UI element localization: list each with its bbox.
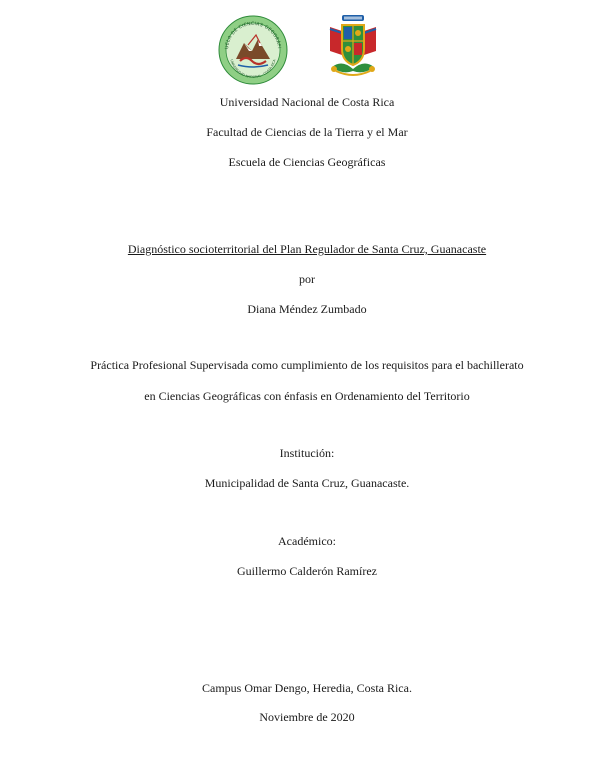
svg-text:ESCUELA DE CIENCIAS GEOGRÁFICA: UELA DE CIENCIAS GEOGRÁFI — [224, 21, 281, 50]
date-text: Noviembre de 2020 — [259, 710, 355, 724]
author-name: Diana Méndez Zumbado — [247, 302, 367, 316]
university-name: Universidad Nacional de Costa Rica — [219, 95, 395, 109]
academic-label: Académico: — [278, 534, 336, 548]
university-seal-icon — [218, 15, 288, 85]
faculty-name: Facultad de Ciencias de la Tierra y el Mar — [206, 125, 408, 139]
by-label: por — [299, 272, 315, 286]
coat-of-arms-icon — [320, 13, 386, 81]
svg-text:UNIVERSIDAD NACIONAL · COSTA R: UNIVERSIDAD NACIONAL · COSTA RICA — [229, 58, 277, 80]
document-title: Diagnóstico socioterritorial del Plan Regulador de Santa Cruz, Guanacaste — [127, 242, 487, 256]
school-name: Escuela de Ciencias Geográficas — [228, 155, 386, 169]
academic-value: Guillermo Calderón Ramírez — [237, 564, 377, 578]
description-line-1: Práctica Profesional Supervisada como cumplimiento de los requisitos para el bachillerato — [90, 358, 524, 372]
description-line-2: en Ciencias Geográficas con énfasis en Ordenamiento del Territorio — [144, 389, 470, 403]
institution-value: Municipalidad de Santa Cruz, Guanacaste. — [204, 476, 410, 490]
institution-label: Institución: — [279, 446, 335, 460]
place-text: Campus Omar Dengo, Heredia, Costa Rica. — [202, 681, 412, 695]
